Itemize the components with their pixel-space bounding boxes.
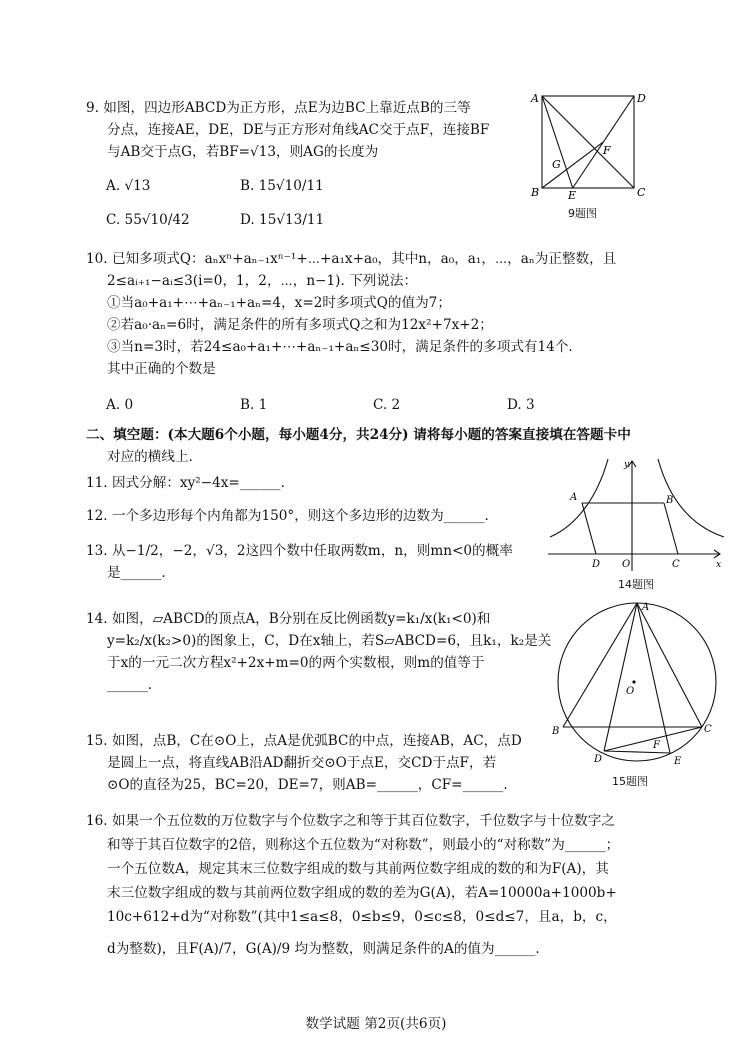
fig9-label-g: G (552, 158, 561, 171)
q9-line-1: 9. 如图，四边形ABCD为正方形，点E为边BC上靠近点B的三等 (86, 100, 471, 116)
q10-option-c: C. 2 (373, 397, 401, 413)
fig15-label-a: A (642, 602, 650, 613)
section-2-line-1: 二、填空题：(本大题6个小题，每小题4分，共24分) 请将每小题的答案直接填在答题卡中 (86, 427, 631, 443)
fig14-label-c: C (672, 559, 680, 570)
question-9 (86, 97, 526, 163)
q14-line-1: 14. 如图，▱ABCD的顶点A，B分别在反比例函数y=k₁/x(k₁<0)和 (86, 611, 491, 627)
q16-line-6: d为整数)，且F(A)/7，G(A)/9 均为整数，则满足条件的A的值为______. (107, 941, 540, 957)
q16-line-1: 16. 如果一个五位数的万位数字与个位数字之和等于其百位数字，千位数字与十位数字之 (86, 813, 615, 829)
q10-line-3: ①当a₀+a₁+⋯+aₙ₋₁+aₙ=4，x=2时多项式Q的值为7； (107, 295, 451, 311)
figure-15-circle (552, 596, 722, 776)
q15-line-1: 15. 如图，点B，C在⊙O上，点A是优弧BC的中点，连接AB，AC，点D (86, 733, 522, 749)
q9-option-b: B. 15√10/11 (240, 178, 324, 194)
q10-line-1: 10. 已知多项式Q：aₙxⁿ+aₙ₋₁xⁿ⁻¹+⋯+a₁x+a₀，其中n，a₀，a₁，⋯，aₙ为正整数，且 (86, 251, 617, 267)
q11-text: 11. 因式分解：xy²−4x=______. (86, 475, 285, 491)
fig14-label-y: y (624, 460, 630, 470)
q16-line-4: 末三位数字组成的数与其前两位数字组成的数的差为G(A)，若A=10000a+1000b+ (107, 885, 617, 901)
q14-line-4: ______. (107, 677, 153, 693)
q16-line-2: 和等于其百位数字的2倍，则称这个五位数为“对称数”，则最小的“对称数”为______； (107, 837, 620, 853)
section-2-line-2: 对应的横线上. (107, 449, 193, 465)
fig15-label-o: O (626, 686, 635, 697)
q12-text: 12. 一个多边形每个内角都为150°，则这个多边形的边数为______. (86, 508, 489, 524)
fig14-label-d: D (592, 559, 601, 570)
figure-15-caption: 15题图 (612, 775, 648, 788)
page-footer: 数学试题 第2页(共6页) (305, 1016, 447, 1032)
fig15-label-b: B (552, 726, 560, 737)
q15-line-3: ⊙O的直径为25，BC=20，DE=7，则AB=______，CF=______. (107, 777, 508, 793)
q10-line-6: 其中正确的个数是 (107, 361, 216, 377)
question-10 (86, 248, 686, 380)
figure-14-hyperbola (548, 455, 726, 573)
q10-line-2: 2≤aᵢ₊₁−aᵢ≤3(i=0，1，2，⋯，n−1). 下列说法： (107, 273, 418, 289)
figure-9-caption: 9题图 (568, 207, 597, 220)
q10-line-5: ③当n=3时，若24≤a₀+a₁+⋯+aₙ₋₁+aₙ≤30时，满足条件的多项式有14个. (107, 339, 573, 355)
q10-option-d: D. 3 (507, 397, 535, 413)
q9-option-c: C. 55√10/42 (106, 212, 190, 228)
fig14-label-x: x (716, 560, 722, 570)
question-14 (86, 608, 556, 696)
q10-line-4: ②若a₀·aₙ=6时，满足条件的所有多项式Q之和为12x²+7x+2； (107, 317, 493, 333)
q16-line-3: 一个五位数A，规定其末三位数字组成的数与其前两位数字组成的数的和为F(A)，其 (107, 861, 609, 877)
fig15-label-c: C (704, 724, 712, 735)
fig9-label-c: C (637, 186, 646, 199)
fig9-label-d: D (637, 92, 646, 105)
fig14-label-o: O (622, 559, 631, 570)
q13-line-1: 13. 从−1/2，−2，√3，2这四个数中任取两数m，n，则mn<0的概率 (86, 543, 513, 559)
fig15-label-d: D (594, 754, 603, 765)
question-16 (86, 809, 686, 961)
fig9-label-a: A (531, 92, 539, 105)
fig14-label-b: B (666, 495, 674, 506)
fig9-label-f: F (603, 144, 611, 157)
q9-option-a: A. √13 (106, 178, 151, 194)
q9-line-2: 分点，连接AE，DE，DE与正方形对角线AC交于点F，连接BF (107, 122, 490, 138)
question-12 (86, 505, 489, 527)
fig15-label-e: E (674, 756, 682, 767)
fig15-label-f: F (653, 740, 660, 751)
question-13 (86, 540, 546, 584)
q9-line-3: 与AB交于点G，若BF=√13，则AG的长度为 (107, 144, 379, 160)
q10-option-a: A. 0 (106, 397, 134, 413)
question-11 (86, 472, 285, 494)
q10-option-b: B. 1 (240, 397, 268, 413)
q13-line-2: 是______. (107, 565, 166, 581)
q14-line-3: 于x的一元二次方程x²+2x+m=0的两个实数根，则m的值等于 (107, 655, 485, 671)
figure-9-square (528, 90, 648, 202)
question-15 (86, 730, 556, 796)
q15-line-2: 是圆上一点，将直线AB沿AD翻折交⊙O于点E，交CD于点F，若 (107, 755, 497, 771)
q14-line-2: y=k₂/x(k₂>0)的图象上，C，D在x轴上，若S▱ABCD=6，且k₁，k₂是关 (107, 633, 552, 649)
fig14-label-a: A (570, 492, 578, 503)
fig9-label-b: B (531, 186, 540, 199)
q16-line-5: 10c+612+d为“对称数”(其中1≤a≤8，0≤b≤9，0≤c≤8，0≤d≤7，且a，b，c， (107, 909, 617, 925)
q9-option-d: D. 15√13/11 (240, 212, 325, 228)
figure-14-caption: 14题图 (618, 578, 654, 591)
fig9-label-e: E (568, 189, 577, 202)
